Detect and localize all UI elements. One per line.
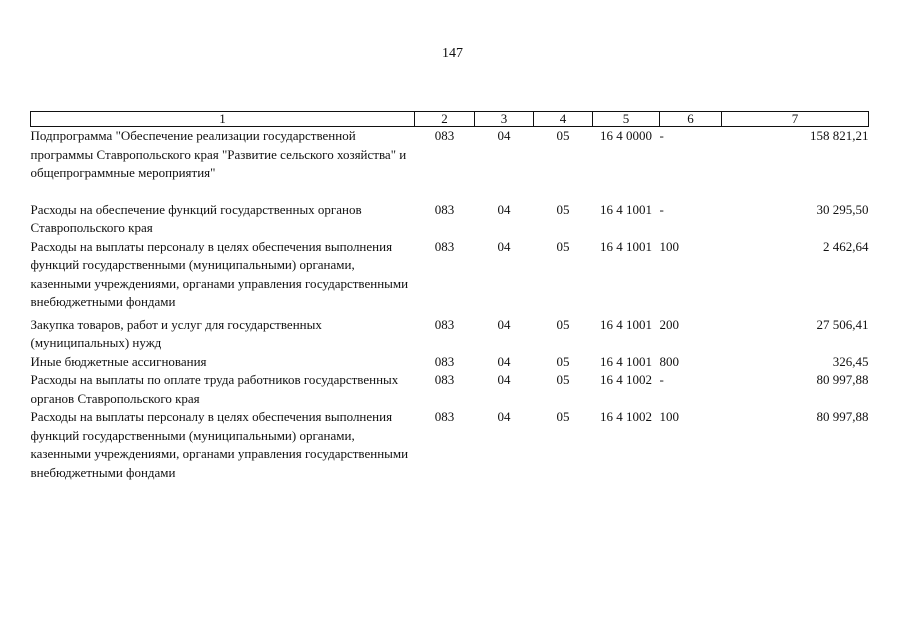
row-amount: 158 821,21 (810, 128, 869, 143)
row-expense-type: 100 (659, 409, 679, 424)
row-name: Закупка товаров, работ и услуг для государственных (муниципальных) нужд (30, 316, 322, 350)
budget-table (30, 111, 869, 482)
row-code: 083 (434, 128, 455, 143)
table-header-row (31, 112, 869, 127)
row-expense-type: - (659, 201, 664, 217)
row-section: 04 (497, 201, 511, 217)
row-code: 083 (434, 409, 455, 424)
row-code: 083 (434, 316, 455, 332)
column-header-1: 1 (31, 112, 415, 127)
row-code: 083 (434, 353, 455, 369)
table-row (31, 408, 869, 482)
row-target-article: 16 4 1001 (600, 316, 652, 332)
row-subsection: 05 (556, 372, 570, 387)
page-number: 147 (442, 46, 463, 61)
column-header-3: 3 (475, 112, 534, 127)
row-name: Расходы на выплаты по оплате труда работников государственных органов Ставропольского края (30, 372, 399, 406)
row-subsection: 05 (556, 201, 570, 217)
row-subsection: 05 (556, 238, 570, 254)
row-section: 04 (497, 128, 511, 143)
row-target-article: 16 4 1001 (600, 238, 652, 254)
column-header-2: 2 (415, 112, 475, 127)
table-row (31, 201, 869, 238)
row-expense-type: 100 (659, 238, 679, 254)
row-section: 04 (497, 238, 511, 254)
row-code: 083 (434, 238, 455, 254)
row-expense-type: 800 (659, 353, 679, 369)
row-name: Подпрограмма "Обеспечение реализации государственной программы Ставропольского края "Развитие сельского хозяйства" и общепрограммные мероприятия" (30, 128, 407, 180)
table-row (31, 353, 869, 372)
row-amount: 27 506,41 (816, 316, 869, 332)
row-section: 04 (497, 353, 511, 369)
row-section: 04 (497, 316, 511, 332)
column-header-7: 7 (722, 112, 869, 127)
table-row (31, 371, 869, 408)
table-row (31, 238, 869, 316)
row-subsection: 05 (556, 353, 570, 369)
table-row (31, 316, 869, 353)
row-target-article: 16 4 1002 (600, 372, 652, 387)
row-code: 083 (434, 201, 455, 217)
row-expense-type: 200 (659, 316, 679, 332)
row-section: 04 (497, 372, 511, 387)
row-code: 083 (434, 372, 455, 387)
row-name: Расходы на выплаты персоналу в целях обеспечения выполнения функций государственными (муниципальными) органами, казенными учреждениями, органами управления государственными внебюджетными фондами (30, 238, 409, 309)
row-name: Расходы на обеспечение функций государственных органов Ставропольского края (30, 201, 362, 235)
row-target-article: 16 4 1001 (600, 201, 652, 217)
spacer-row (31, 183, 869, 201)
row-subsection: 05 (556, 409, 570, 424)
row-name: Расходы на выплаты персоналу в целях обеспечения выполнения функций государственными (муниципальными) органами, казенными учреждениями, органами управления государственными внебюджетными фондами (30, 409, 409, 480)
row-subsection: 05 (556, 128, 570, 143)
table-row (31, 127, 869, 183)
row-amount: 2 462,64 (823, 238, 869, 254)
row-expense-type: - (659, 128, 664, 143)
column-header-5: 5 (593, 112, 660, 127)
row-section: 04 (497, 409, 511, 424)
row-subsection: 05 (556, 316, 570, 332)
column-header-4: 4 (534, 112, 593, 127)
row-amount: 326,45 (832, 353, 869, 369)
row-target-article: 16 4 1002 (600, 409, 652, 424)
row-name: Иные бюджетные ассигнования (30, 353, 207, 369)
row-target-article: 16 4 0000 (600, 128, 652, 143)
row-target-article: 16 4 1001 (600, 353, 652, 369)
column-header-6: 6 (660, 112, 722, 127)
row-amount: 80 997,88 (816, 372, 869, 387)
row-amount: 30 295,50 (816, 201, 869, 217)
row-amount: 80 997,88 (816, 409, 869, 424)
row-expense-type: - (659, 372, 664, 387)
